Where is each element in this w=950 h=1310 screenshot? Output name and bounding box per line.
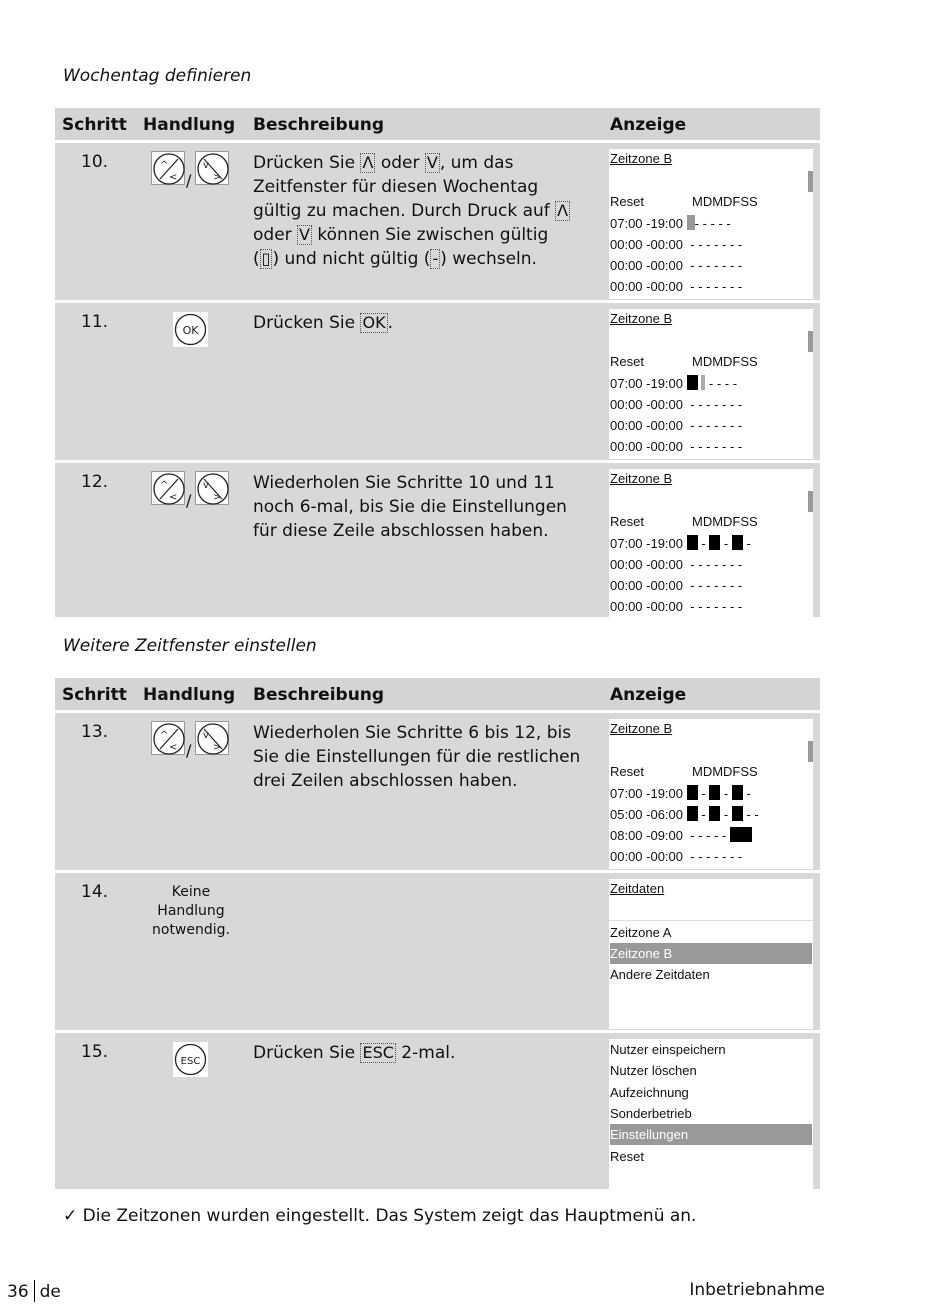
display-line (610, 761, 758, 782)
slash-separator: / (186, 741, 192, 760)
svg-text:ESC: ESC (180, 1056, 201, 1067)
day-marks: - - - - - - - (690, 397, 743, 412)
key-invalid: - (432, 249, 439, 268)
scrollbar (808, 171, 813, 192)
key-up: Λ (557, 201, 569, 220)
desc-text: , um das (439, 153, 514, 173)
svg-text:^: ^ (160, 480, 169, 491)
down-right-button-icon (195, 721, 229, 755)
table-row-step-13 (55, 710, 820, 870)
up-left-button-icon (151, 151, 185, 185)
table-row-step-11 (55, 300, 820, 460)
desc-text: ) und nicht gültig ( (272, 249, 431, 269)
desc-text: . (387, 313, 393, 333)
step-description (253, 1041, 598, 1065)
slash-separator: / (186, 491, 192, 510)
day-marks: - - - - - (694, 216, 731, 231)
up-down-buttons (151, 471, 231, 509)
menu-item: Reset (610, 1149, 644, 1164)
svg-text:OK: OK (182, 324, 199, 337)
display-line: 00:00 -00:00 - - - - - - - (610, 258, 743, 273)
menu-item: Zeitzone A (610, 925, 672, 940)
display-line: 00:00 -00:00 - - - - - - - (610, 599, 743, 614)
menu-item-selected: Einstellungen (610, 1124, 812, 1145)
step-number: 10. (81, 152, 109, 172)
key-down: V (426, 153, 438, 172)
table-row-step-10 (55, 140, 820, 300)
day-marks: - - - - - - - (690, 439, 743, 454)
active-mark (687, 375, 698, 390)
reset-label: Reset (610, 764, 644, 779)
display-line: 00:00 -00:00 - - - - - - - (610, 439, 743, 454)
desc-text: Zeitfenster für diesen Wochentag (253, 177, 539, 197)
table-row-step-14 (55, 870, 820, 1030)
display-divider (609, 920, 813, 921)
svg-text:>: > (213, 492, 222, 503)
up-left-button-icon (151, 471, 185, 505)
menu-item: Aufzeichnung (610, 1085, 689, 1100)
display-line: 07:00 -19:00 - - - - - (610, 216, 731, 231)
key-up: Λ (362, 153, 374, 172)
display-line: 00:00 -00:00 - - - - - - - (610, 237, 743, 252)
desc-text: Wiederholen Sie Schritte 10 und 11 (253, 473, 555, 493)
display-line: 00:00 -00:00 - - - - - - - (610, 849, 743, 864)
display-line (610, 191, 758, 212)
desc-text: ) wechseln. (440, 249, 537, 269)
table-row-step-12 (55, 460, 820, 617)
reset-label: Reset (610, 354, 644, 369)
scrollbar (808, 331, 813, 352)
col-action: Handlung (143, 685, 236, 705)
weekday-letters: MDMDFSS (692, 764, 758, 779)
display-line (610, 351, 758, 372)
up-down-buttons (151, 721, 231, 759)
col-action: Handlung (143, 115, 236, 135)
display-title: Zeitzone B (610, 721, 673, 736)
col-step: Schritt (62, 115, 127, 135)
display-line: 00:00 -00:00 - - - - - - - (610, 557, 743, 572)
col-display: Anzeige (610, 115, 687, 135)
down-right-button-icon (195, 471, 229, 505)
desc-text: noch 6-mal, bis Sie die Einstellungen (253, 497, 567, 517)
display-screen (609, 1039, 813, 1190)
page-number: 36 (7, 1282, 29, 1302)
display-screen (609, 469, 813, 620)
display-line: 07:00 -19:00 - - - (610, 536, 751, 551)
step-number: 14. (81, 882, 109, 902)
section-heading-more-windows: Weitere Zeitfenster einstellen (63, 636, 317, 656)
weekday-letters: MDMDFSS (692, 514, 758, 529)
svg-text:^: ^ (160, 730, 169, 741)
desc-text: 2-mal. (395, 1043, 456, 1063)
scrollbar (808, 491, 813, 512)
cursor-mark (687, 215, 695, 230)
menu-item: Andere Zeitdaten (610, 967, 710, 982)
slash-separator: / (186, 171, 192, 190)
day-marks: - - - - - - - (690, 418, 743, 433)
result-note (63, 1206, 696, 1226)
display-title: Zeitdaten (610, 881, 665, 896)
display-line: 05:00 -06:00 - - - - (610, 807, 759, 822)
display-screen (609, 309, 813, 459)
page-footer-left (7, 1280, 61, 1302)
section-heading-weekday: Wochentag definieren (63, 66, 252, 86)
checkmark-icon: ✓ (63, 1206, 78, 1226)
svg-text:>: > (213, 172, 222, 183)
desc-text: oder (253, 225, 298, 245)
svg-text:^: ^ (160, 160, 169, 171)
step-number: 11. (81, 312, 109, 332)
desc-text: Drücken Sie (253, 313, 361, 333)
desc-text: für diese Zeile abschlossen haben. (253, 521, 549, 541)
table-row-step-15 (55, 1030, 820, 1189)
display-line: 07:00 -19:00 - - - - (610, 376, 738, 391)
steps-table-2 (55, 678, 820, 1189)
step-number: 15. (81, 1042, 109, 1062)
col-display: Anzeige (610, 685, 687, 705)
step-description (253, 471, 598, 543)
cursor-mark (701, 375, 705, 390)
menu-item: Nutzer einspeichern (610, 1042, 726, 1057)
svg-text:v: v (203, 730, 209, 741)
steps-table-1 (55, 108, 820, 617)
key-valid: ▯ (261, 249, 271, 268)
desc-text: Drücken Sie (253, 1043, 361, 1063)
table-header (55, 678, 820, 710)
svg-text:v: v (203, 480, 209, 491)
step-number: 13. (81, 722, 109, 742)
display-line: 00:00 -00:00 - - - - - - - (610, 279, 743, 294)
desc-text: drei Zeilen abschlossen haben. (253, 771, 518, 791)
table-header (55, 108, 820, 140)
col-description: Beschreibung (253, 685, 385, 705)
svg-text:>: > (213, 742, 222, 753)
reset-label: Reset (610, 194, 644, 209)
desc-text: gültig zu machen. Durch Druck auf (253, 201, 556, 221)
display-line: 07:00 -19:00 - - - (610, 786, 751, 801)
desc-text: Sie die Einstellungen für die restlichen (253, 747, 581, 767)
svg-text:<: < (169, 172, 178, 183)
key-down: V (299, 225, 310, 244)
svg-text:<: < (169, 492, 178, 503)
scrollbar (808, 741, 813, 762)
display-line: 00:00 -00:00 - - - - - - - (610, 397, 743, 412)
display-line: 00:00 -00:00 - - - - - - - (610, 418, 743, 433)
esc-button-icon (173, 1042, 208, 1077)
desc-text: Drücken Sie (253, 153, 361, 173)
desc-text: können Sie zwischen gültig (312, 225, 549, 245)
menu-item-selected: Zeitzone B (610, 943, 812, 964)
language-code: de (39, 1282, 61, 1302)
up-down-buttons (151, 151, 231, 189)
day-marks: - - - - - - - (690, 258, 743, 273)
step-description (253, 311, 598, 335)
weekday-letters: MDMDFSS (692, 354, 758, 369)
step-number: 12. (81, 472, 109, 492)
key-esc: ESC (362, 1043, 394, 1062)
ok-button-icon (173, 312, 208, 347)
step-description (253, 721, 603, 793)
col-step: Schritt (62, 685, 127, 705)
no-action-note: Keine Handlung notwendig. (152, 884, 230, 938)
display-title: Zeitzone B (610, 151, 673, 166)
svg-text:<: < (169, 742, 178, 753)
desc-text: ( (253, 249, 260, 269)
display-line (610, 511, 758, 532)
display-screen (609, 149, 813, 299)
display-screen (609, 879, 813, 1029)
day-marks: - - - - - - - (690, 279, 743, 294)
result-text: Die Zeitzonen wurden eingestellt. Das System zeigt das Hauptmenü an. (82, 1206, 697, 1226)
menu-item: Sonderbetrieb (610, 1106, 692, 1121)
weekday-letters: MDMDFSS (692, 194, 758, 209)
up-left-button-icon (151, 721, 185, 755)
chapter-title: Inbetriebnahme (689, 1280, 825, 1300)
desc-text: oder (375, 153, 425, 173)
key-ok: OK (362, 313, 386, 332)
display-line: 00:00 -00:00 - - - - - - - (610, 578, 743, 593)
display-title: Zeitzone B (610, 311, 673, 326)
display-title: Zeitzone B (610, 471, 673, 486)
desc-text: Wiederholen Sie Schritte 6 bis 12, bis (253, 723, 572, 743)
col-description: Beschreibung (253, 115, 385, 135)
day-marks: - - - - - - - (690, 237, 743, 252)
day-marks: - - - - (708, 376, 738, 391)
reset-label: Reset (610, 514, 644, 529)
svg-text:v: v (203, 160, 209, 171)
display-line: 08:00 -09:00 - - - - - (610, 825, 752, 846)
down-right-button-icon (195, 151, 229, 185)
menu-item: Nutzer löschen (610, 1063, 697, 1078)
step-description (253, 151, 598, 271)
display-screen (609, 719, 813, 869)
footer-divider (34, 1280, 35, 1302)
